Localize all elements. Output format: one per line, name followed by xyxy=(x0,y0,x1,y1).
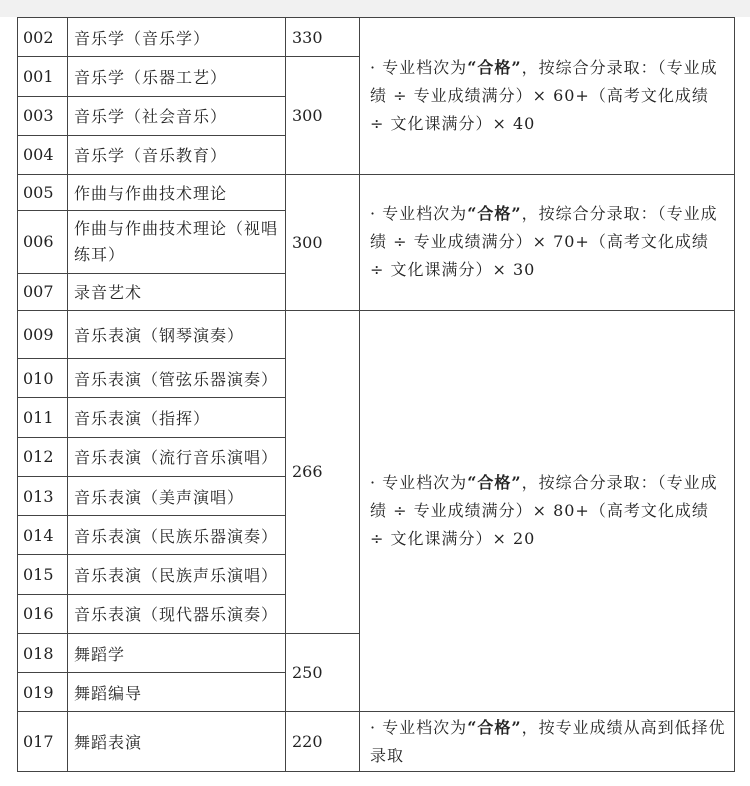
major-name: 音乐学（社会音乐） xyxy=(68,96,286,135)
major-name: 音乐表演（指挥） xyxy=(68,398,286,437)
rule-prefix: · 专业档次为 xyxy=(370,204,468,224)
major-name: 舞蹈表演 xyxy=(68,712,286,772)
major-code: 013 xyxy=(18,476,68,515)
major-code: 015 xyxy=(18,555,68,594)
major-name: 录音艺术 xyxy=(68,273,286,310)
table-row xyxy=(18,175,735,211)
admission-rule xyxy=(360,712,735,772)
rule-highlight: “合格” xyxy=(467,58,522,77)
major-code: 011 xyxy=(18,398,68,437)
rule-text: ，按专业成绩从高到低择优录取 xyxy=(370,717,726,765)
major-name: 舞蹈编导 xyxy=(68,673,286,712)
min-score: 300 xyxy=(286,57,360,175)
major-name: 音乐表演（现代器乐演奏） xyxy=(68,594,286,633)
major-name: 音乐学（音乐教育） xyxy=(68,135,286,174)
admission-table xyxy=(17,17,735,772)
table-row xyxy=(18,18,735,57)
major-code: 009 xyxy=(18,310,68,358)
rule-text: ，按综合分录取：（专业成绩 ÷ 专业成绩满分）× 80+（高考文化成绩 ÷ 文化课满分）× 20 xyxy=(370,473,718,549)
major-code: 010 xyxy=(18,359,68,398)
admission-rule xyxy=(360,175,735,311)
major-code: 007 xyxy=(18,273,68,310)
major-code: 001 xyxy=(18,57,68,96)
major-name: 作曲与作曲技术理论 xyxy=(68,175,286,211)
rule-highlight: “合格” xyxy=(467,717,522,737)
rule-highlight: “合格” xyxy=(467,204,522,224)
major-name: 音乐表演（管弦乐器演奏） xyxy=(68,359,286,398)
table-row xyxy=(18,310,735,358)
min-score: 330 xyxy=(286,18,360,57)
min-score: 266 xyxy=(286,310,360,633)
min-score: 300 xyxy=(286,175,360,311)
table-row xyxy=(18,712,735,772)
major-code: 016 xyxy=(18,594,68,633)
major-code: 006 xyxy=(18,211,68,273)
major-name: 音乐表演（流行音乐演唱） xyxy=(68,437,286,476)
rule-prefix: · 专业档次为 xyxy=(370,58,468,77)
rule-prefix: · 专业档次为 xyxy=(370,473,468,493)
admission-rule xyxy=(360,310,735,712)
rule-prefix: · 专业档次为 xyxy=(370,717,468,737)
major-name: 音乐学（乐器工艺） xyxy=(68,57,286,96)
major-name: 音乐学（音乐学） xyxy=(68,18,286,57)
major-name: 作曲与作曲技术理论（视唱练耳） xyxy=(68,211,286,273)
admission-rule xyxy=(360,18,735,175)
min-score: 220 xyxy=(286,712,360,772)
major-code: 019 xyxy=(18,673,68,712)
major-code: 005 xyxy=(18,175,68,211)
major-name: 音乐表演（民族声乐演唱） xyxy=(68,555,286,594)
major-code: 003 xyxy=(18,96,68,135)
major-code: 002 xyxy=(18,18,68,57)
rule-text: ，按综合分录取：（专业成绩 ÷ 专业成绩满分）× 60+（高考文化成绩 ÷ 文化课满分）× 40 xyxy=(370,58,718,133)
major-code: 004 xyxy=(18,135,68,174)
major-code: 012 xyxy=(18,437,68,476)
min-score: 250 xyxy=(286,633,360,712)
rule-highlight: “合格” xyxy=(467,473,522,493)
rule-text: ，按综合分录取：（专业成绩 ÷ 专业成绩满分）× 70+（高考文化成绩 ÷ 文化课满分）× 30 xyxy=(370,204,718,280)
major-name: 音乐表演（钢琴演奏） xyxy=(68,310,286,358)
major-code: 017 xyxy=(18,712,68,772)
major-name: 音乐表演（民族乐器演奏） xyxy=(68,516,286,555)
major-code: 014 xyxy=(18,516,68,555)
top-strip xyxy=(0,0,750,17)
major-name: 舞蹈学 xyxy=(68,633,286,672)
major-code: 018 xyxy=(18,633,68,672)
major-name: 音乐表演（美声演唱） xyxy=(68,476,286,515)
